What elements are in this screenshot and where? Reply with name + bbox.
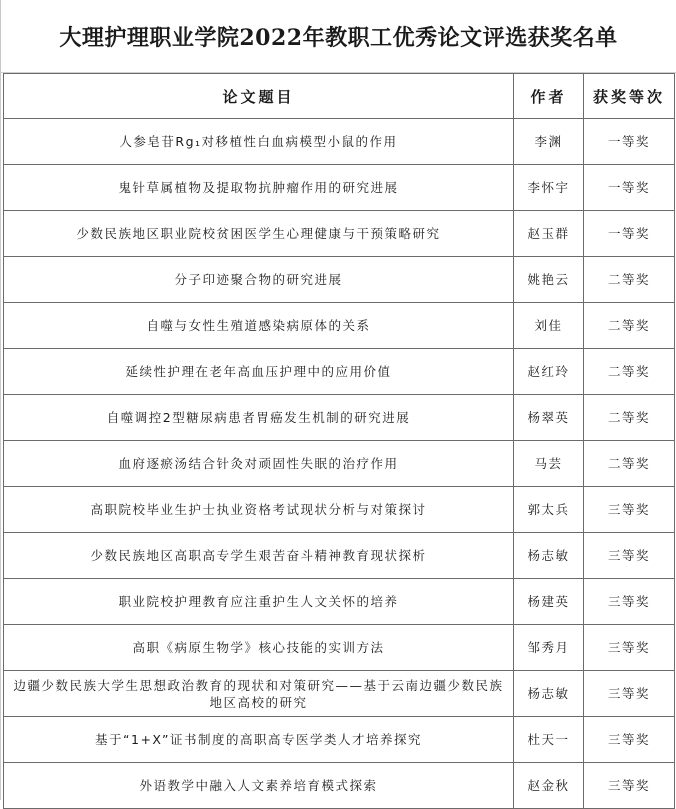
award-cell: 二等奖	[584, 257, 675, 303]
table-row	[4, 487, 675, 533]
table-row	[4, 763, 675, 809]
paper-title-cell: 人参皂苷Rg₁对移植性白血病模型小鼠的作用	[4, 119, 514, 165]
award-cell: 三等奖	[584, 717, 675, 763]
paper-title-cell: 高职院校毕业生护士执业资格考试现状分析与对策探讨	[4, 487, 514, 533]
award-cell: 一等奖	[584, 119, 675, 165]
paper-title-cell: 基于“1+X”证书制度的高职高专医学类人才培养探究	[4, 717, 514, 763]
paper-title-cell: 分子印迹聚合物的研究进展	[4, 257, 514, 303]
paper-title-cell: 高职《病原生物学》核心技能的实训方法	[4, 625, 514, 671]
table-row	[4, 441, 675, 487]
award-cell: 二等奖	[584, 395, 675, 441]
award-cell: 二等奖	[584, 303, 675, 349]
paper-title-cell: 鬼针草属植物及提取物抗肿瘤作用的研究进展	[4, 165, 514, 211]
award-cell: 三等奖	[584, 533, 675, 579]
table-row	[4, 395, 675, 441]
author-cell: 杨建英	[514, 579, 584, 625]
header-author: 作者	[514, 74, 584, 119]
author-cell: 赵玉群	[514, 211, 584, 257]
table-row	[4, 533, 675, 579]
paper-title-cell: 延续性护理在老年高血压护理中的应用价值	[4, 349, 514, 395]
table-row	[4, 625, 675, 671]
paper-title-cell: 少数民族地区职业院校贫困医学生心理健康与干预策略研究	[4, 211, 514, 257]
author-cell: 郭太兵	[514, 487, 584, 533]
author-cell: 李怀宇	[514, 165, 584, 211]
author-cell: 杨志敏	[514, 533, 584, 579]
author-cell: 赵金秋	[514, 763, 584, 809]
table-row	[4, 579, 675, 625]
award-table	[3, 73, 675, 809]
document-title: 大理护理职业学院2022年教职工优秀论文评选获奖名单	[1, 0, 676, 73]
paper-title-cell: 少数民族地区高职高专学生艰苦奋斗精神教育现状探析	[4, 533, 514, 579]
header-paper-title: 论文题目	[4, 74, 514, 119]
paper-title-cell: 边疆少数民族大学生思想政治教育的现状和对策研究——基于云南边疆少数民族地区高校的研究	[4, 671, 514, 717]
table-row	[4, 165, 675, 211]
author-cell: 姚艳云	[514, 257, 584, 303]
author-cell: 杨志敏	[514, 671, 584, 717]
paper-title-cell: 外语教学中融入人文素养培育模式探索	[4, 763, 514, 809]
author-cell: 杜天一	[514, 717, 584, 763]
award-cell: 三等奖	[584, 671, 675, 717]
award-cell: 三等奖	[584, 625, 675, 671]
table-row	[4, 717, 675, 763]
paper-title-cell: 自噬与女性生殖道感染病原体的关系	[4, 303, 514, 349]
table-body	[4, 119, 675, 809]
award-cell: 三等奖	[584, 763, 675, 809]
table-row	[4, 671, 675, 717]
award-cell: 三等奖	[584, 487, 675, 533]
header-row	[4, 74, 675, 119]
author-cell: 邹秀月	[514, 625, 584, 671]
paper-title-cell: 血府逐瘀汤结合针灸对顽固性失眠的治疗作用	[4, 441, 514, 487]
award-cell: 二等奖	[584, 349, 675, 395]
award-cell: 二等奖	[584, 441, 675, 487]
header-award: 获奖等次	[584, 74, 675, 119]
table-row	[4, 257, 675, 303]
author-cell: 赵红玲	[514, 349, 584, 395]
award-cell: 一等奖	[584, 211, 675, 257]
author-cell: 杨翠英	[514, 395, 584, 441]
paper-title-cell: 自噬调控2型糖尿病患者胃癌发生机制的研究进展	[4, 395, 514, 441]
table-row	[4, 303, 675, 349]
table-row	[4, 119, 675, 165]
award-cell: 三等奖	[584, 579, 675, 625]
table-row	[4, 211, 675, 257]
author-cell: 刘佳	[514, 303, 584, 349]
award-cell: 一等奖	[584, 165, 675, 211]
author-cell: 马芸	[514, 441, 584, 487]
table-row	[4, 349, 675, 395]
author-cell: 李渊	[514, 119, 584, 165]
paper-title-cell: 职业院校护理教育应注重护生人文关怀的培养	[4, 579, 514, 625]
